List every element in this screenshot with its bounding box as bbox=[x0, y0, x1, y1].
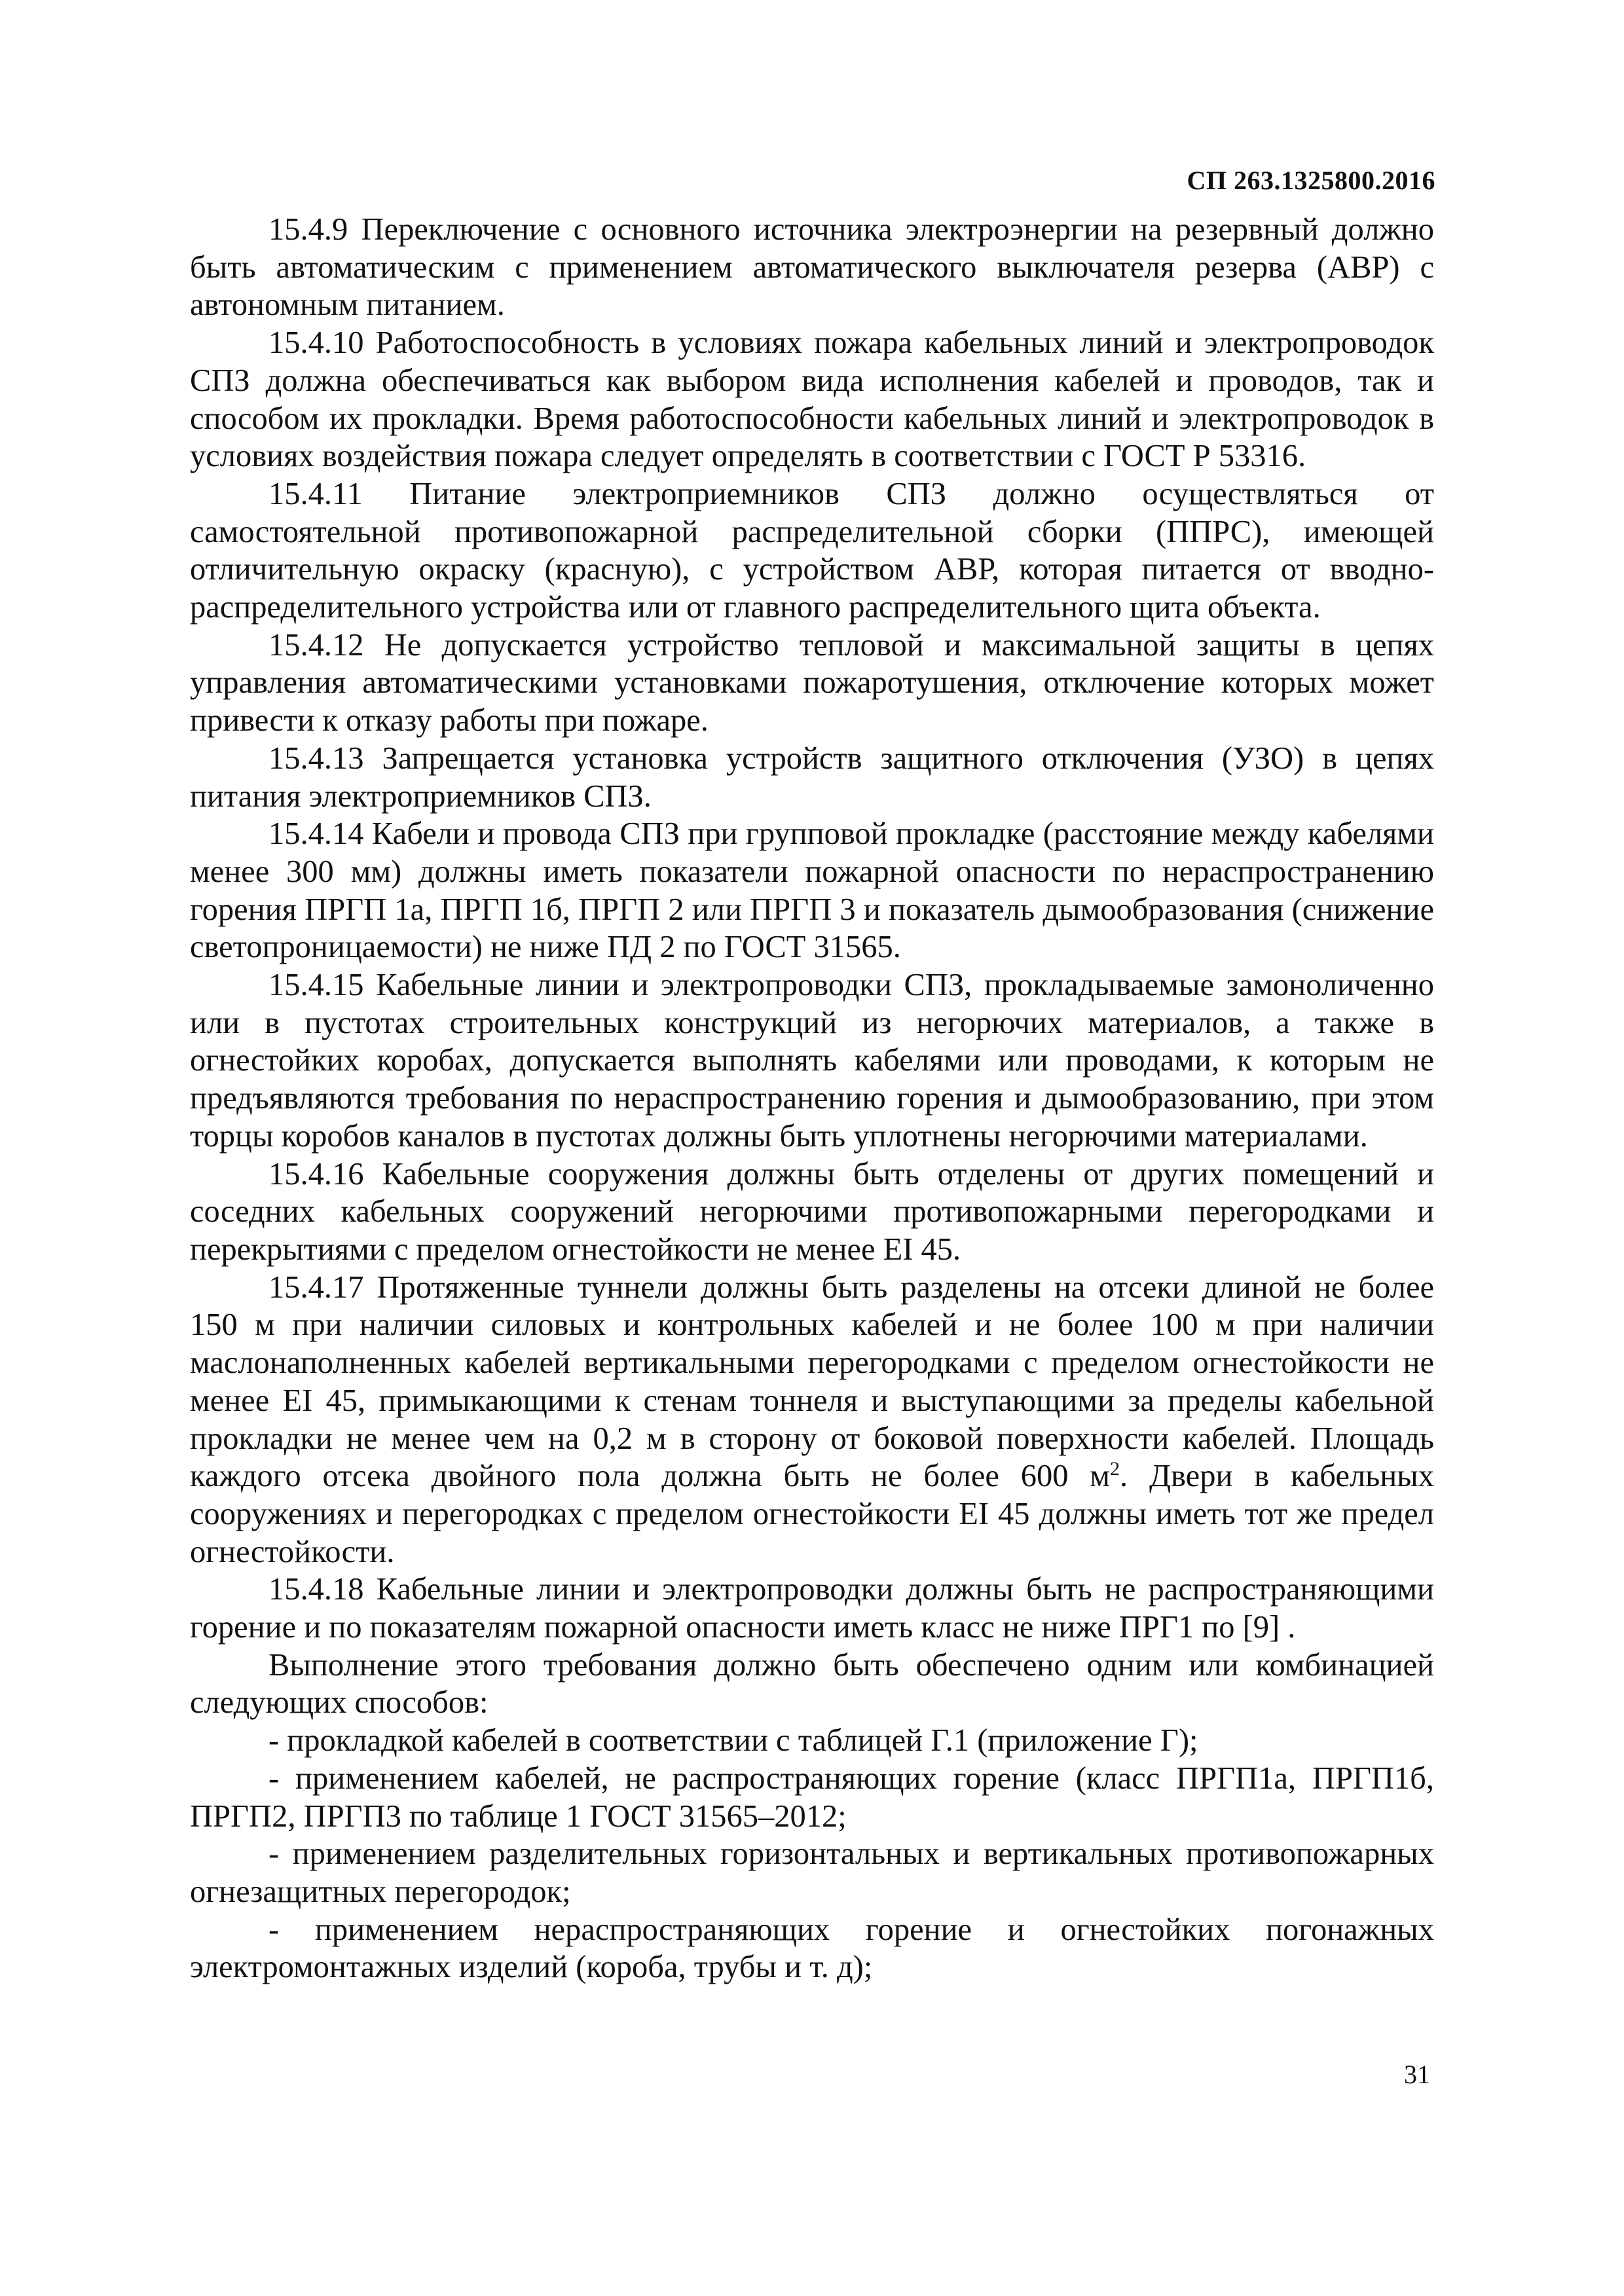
document-code-header: СП 263.1325800.2016 bbox=[1187, 166, 1435, 195]
paragraph-15-4-10: 15.4.10 Работоспособность в условиях пожара кабельных линий и электропроводок СПЗ должна обеспечиваться как выбором вида исполнения кабелей и проводов, так и способом их прокладки. Время работоспособности кабельных линий и электропроводок в условиях воздействия пожара следует определять в соответствии с ГОСТ Р 53316. bbox=[190, 325, 1434, 474]
paragraph-15-4-18: 15.4.18 Кабельные линии и электропроводки должны быть не распространяющими горение и по показателям пожарной опасности иметь класс не ниже ПРГ1 по [9] . bbox=[190, 1572, 1434, 1645]
list-item-cable-laying: - прокладкой кабелей в соответствии с таблицей Г.1 (приложение Г); bbox=[268, 1723, 1198, 1758]
paragraph-15-4-12: 15.4.12 Не допускается устройство тепловой и максимальной защиты в цепях управления автоматическими установками пожаротушения, отключение которых может привести к отказу работы при пожаре. bbox=[190, 627, 1434, 738]
paragraph-15-4-17-text-end: . Двери в кабельных сооружениях и перегородках с пределом огнестойкости EI 45 должны иметь тот же предел огнестойкости. bbox=[190, 1459, 1434, 1569]
paragraph-15-4-11: 15.4.11 Питание электроприемников СПЗ должно осуществляться от самостоятельной противопожарной распределительной сборки (ППРС), имеющей отличительную окраску (красную), с устройством АВР, которая питается от вводно-распределительного устройства или от главного распределительного щита объекта. bbox=[190, 476, 1434, 625]
page-number: 31 bbox=[1404, 2060, 1430, 2089]
document-body bbox=[190, 211, 1434, 1986]
paragraph-requirement-methods: Выполнение этого требования должно быть обеспечено одним или комбинацией следующих способов: bbox=[190, 1647, 1434, 1721]
paragraph-15-4-9: 15.4.9 Переключение с основного источника электроэнергии на резервный должно быть автоматическим с применением автоматического выключателя резерва (АВР) с автономным питанием. bbox=[190, 212, 1434, 323]
paragraph-15-4-15: 15.4.15 Кабельные линии и электропроводки СПЗ, прокладываемые замоноличенно или в пустотах строительных конструкций из негорючих материалов, а также в огнестойких коробах, допускается выполнять кабелями или проводами, к которым не предъявляются требования по нераспространению горения и дымообразованию, при этом торцы коробов каналов в пустотах должны быть уплотнены негорючими материалами. bbox=[190, 968, 1434, 1154]
superscript-2: 2 bbox=[1109, 1457, 1120, 1480]
list-item-fire-partitions: - применением разделительных горизонтальных и вертикальных противопожарных огнезащитных перегородок; bbox=[190, 1836, 1434, 1909]
list-item-fire-resistant-products: - применением нераспространяющих горение и огнестойких погонажных электромонтажных изделий (короба, трубы и т. д); bbox=[190, 1912, 1434, 1985]
list-item-non-flammable-cables: - применением кабелей, не распространяющих горение (класс ПРГП1а, ПРГП1б, ПРГП2, ПРГП3 по таблице 1 ГОСТ 31565–2012; bbox=[190, 1760, 1434, 1834]
paragraph-15-4-13: 15.4.13 Запрещается установка устройств защитного отключения (УЗО) в цепях питания электроприемников СПЗ. bbox=[190, 740, 1434, 814]
paragraph-15-4-16: 15.4.16 Кабельные сооружения должны быть отделены от других помещений и соседних кабельных сооружений негорючими противопожарными перегородками и перекрытиями с пределом огнестойкости не менее EI 45. bbox=[190, 1156, 1434, 1267]
paragraph-15-4-17-text: 15.4.17 Протяженные туннели должны быть разделены на отсеки длиной не более 150 м при наличии силовых и контрольных кабелей и не более 100 м при наличии маслонаполненных кабелей вертикальными перегородками с пределом огнестойкости не менее EI 45, примыкающими к стенам тоннеля и выступающими за пределы кабельной прокладки не менее чем на 0,2 м в сторону от боковой поверхности кабелей. Площадь каждого отсека двойного пола должна быть не более 600 м bbox=[190, 1269, 1434, 1494]
paragraph-15-4-14: 15.4.14 Кабели и провода СПЗ при групповой прокладке (расстояние между кабелями менее 300 мм) должны иметь показатели пожарной опасности по нераспространению горения ПРГП 1а, ПРГП 1б, ПРГП 2 или ПРГП 3 и показатель дымообразования (снижение светопроницаемости) не ниже ПД 2 по ГОСТ 31565. bbox=[190, 816, 1434, 965]
paragraph-15-4-17 bbox=[190, 1269, 1434, 1571]
